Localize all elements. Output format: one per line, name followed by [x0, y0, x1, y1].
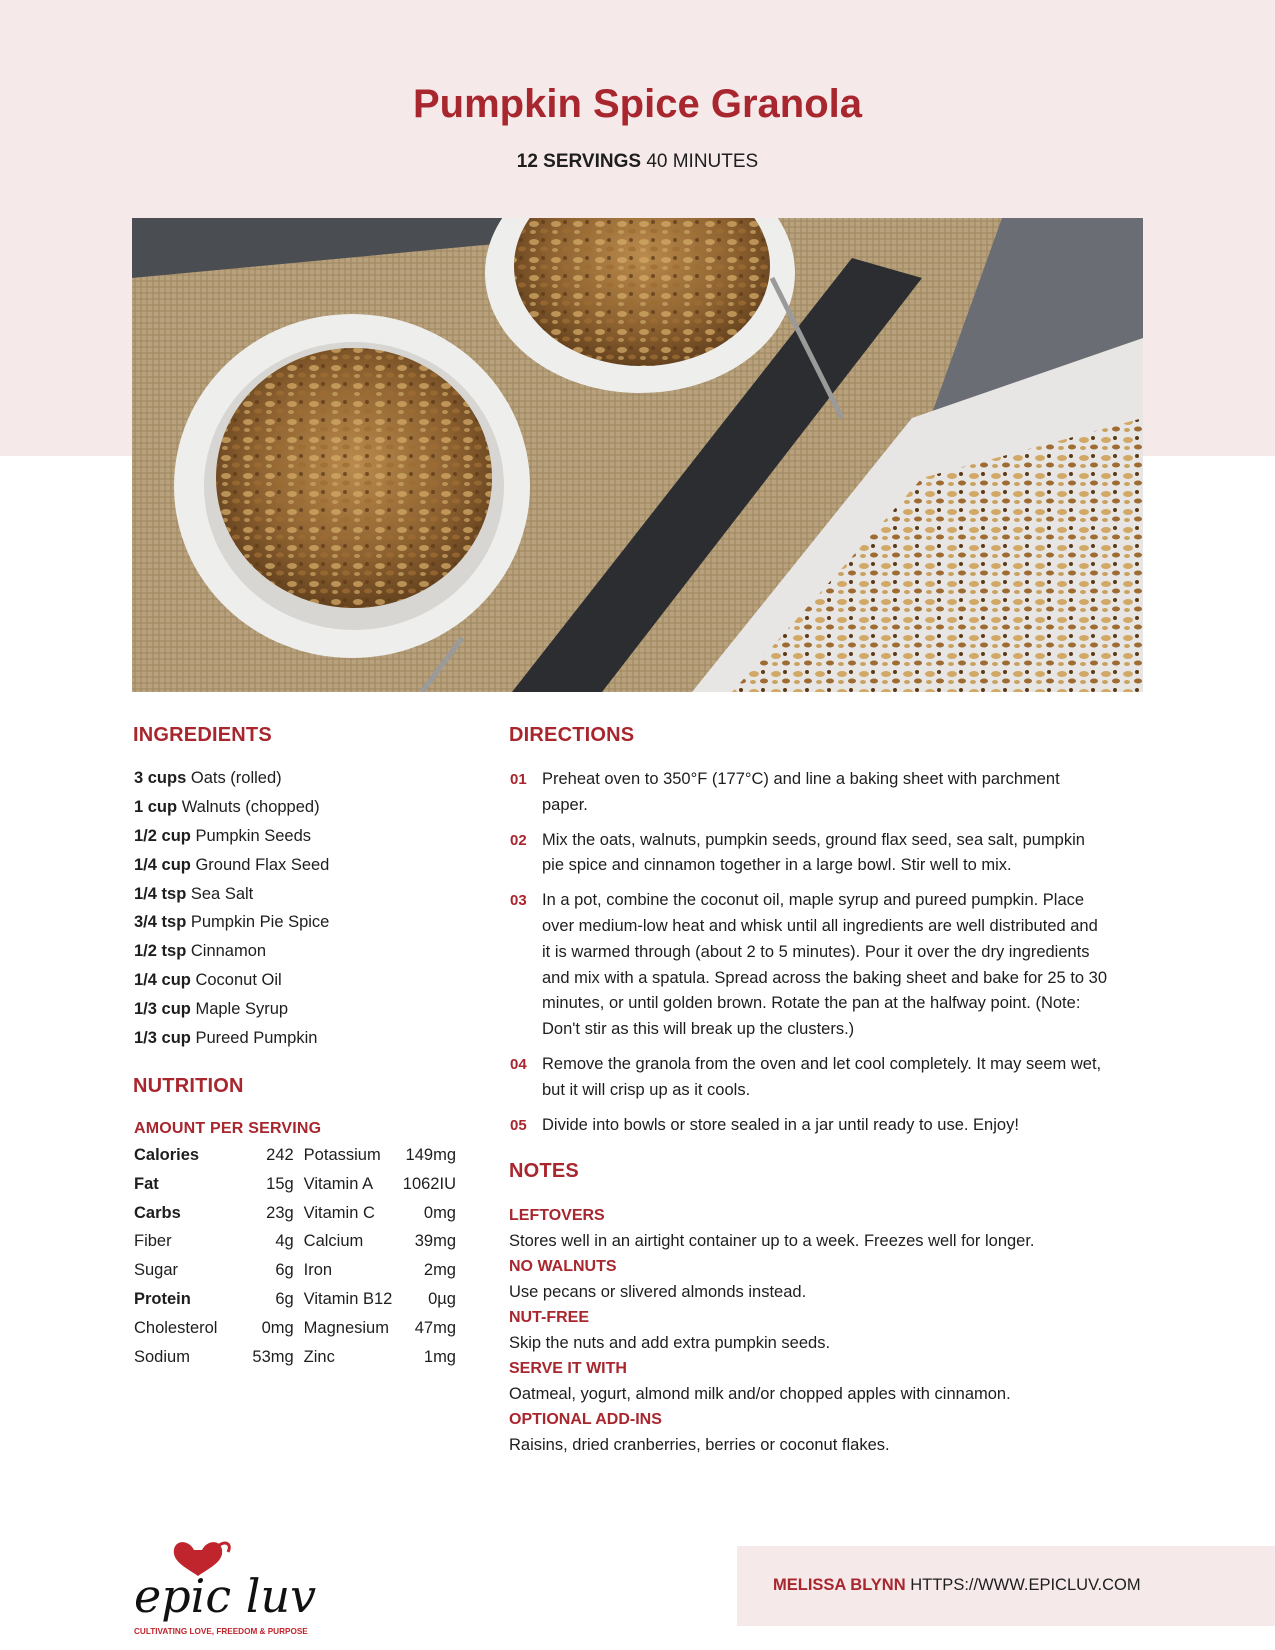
- nutrition-subheading: AMOUNT PER SERVING: [134, 1120, 322, 1137]
- direction-step: 04 Remove the granola from the oven and let cool completely. It may seem wet, but it will crisp up as it cools.: [510, 1054, 1102, 1099]
- table-row: Cholesterol 0mg Magnesium 47mg: [134, 1318, 456, 1337]
- table-row: Sugar 6g Iron 2mg: [134, 1261, 456, 1280]
- notes-list: [509, 1203, 1129, 1458]
- note-title: SERVE IT WITH: [509, 1360, 627, 1377]
- granola-photo-icon: [132, 218, 1143, 692]
- epic-luv-logo: [128, 1532, 338, 1637]
- ingredients-heading: INGREDIENTS: [133, 724, 272, 746]
- directions-list: [510, 767, 1110, 1147]
- ingredient-list: [134, 768, 464, 1057]
- note-text: Skip the nuts and add extra pumpkin seeds.: [509, 1334, 831, 1352]
- note-title: NO WALNUTS: [509, 1258, 617, 1275]
- prep-time: 40 MINUTES: [646, 151, 759, 172]
- note-text: Raisins, dried cranberries, berries or coconut flakes.: [509, 1436, 890, 1454]
- list-item: 1/4 cup Coconut Oil: [134, 971, 282, 990]
- table-row: Calories 242 Potassium 149mg: [134, 1146, 456, 1164]
- recipe-meta: [0, 151, 1275, 173]
- directions-heading: DIRECTIONS: [509, 724, 635, 746]
- note-title: OPTIONAL ADD-INS: [509, 1411, 662, 1428]
- table-row: Sodium 53mg Zinc 1mg: [134, 1347, 456, 1366]
- note-text: Oatmeal, yogurt, almond milk and/or chopped apples with cinnamon.: [509, 1385, 1011, 1403]
- list-item: 1/3 cup Pureed Pumpkin: [134, 1029, 318, 1048]
- website-link[interactable]: HTTPS://WWW.EPICLUV.COM: [910, 1576, 1141, 1594]
- list-item: 1/2 tsp Cinnamon: [134, 942, 267, 961]
- notes-heading: NOTES: [509, 1160, 579, 1182]
- list-item: 1/3 cup Maple Syrup: [134, 1000, 289, 1019]
- list-item: 1/4 cup Ground Flax Seed: [134, 855, 330, 874]
- list-item: 1/4 tsp Sea Salt: [134, 884, 254, 903]
- list-item: 3/4 tsp Pumpkin Pie Spice: [134, 913, 330, 932]
- table-row: Protein 6g Vitamin B12 0µg: [134, 1289, 456, 1308]
- direction-step: 01 Preheat oven to 350°F (177°C) and line a baking sheet with parchment paper.: [510, 770, 1060, 814]
- logo-tagline: CULTIVATING LOVE, FREEDOM & PURPOSE: [134, 1627, 308, 1636]
- note-title: LEFTOVERS: [509, 1207, 605, 1224]
- footer: [737, 1546, 1275, 1626]
- direction-step: 02 Mix the oats, walnuts, pumpkin seeds, ground flax seed, sea salt, pumpkin pie spice and cinnamon together in a large bowl. Stir well to mix.: [510, 830, 1085, 875]
- direction-step: 03 In a pot, combine the coconut oil, maple syrup and pureed pumpkin. Place over medium-low heat and whisk until all ingredients are well distributed and it is warmed through (about 2 to 5 minutes). Pour it over the dry ingredients and mix with a spatula. Spread across the baking sheet and bake for 25 to 30 minutes, or until golden brown. Rotate the pan at the halfway point. (Note: Don't stir as this will break up the clusters.): [510, 891, 1108, 1039]
- hero-photo: [132, 218, 1143, 692]
- recipe-title: Pumpkin Spice Granola: [412, 82, 862, 126]
- direction-step: 05 Divide into bowls or store sealed in a jar until ready to use. Enjoy!: [510, 1115, 1019, 1134]
- list-item: 1 cup Walnuts (chopped): [134, 797, 320, 816]
- table-row: Carbs 23g Vitamin C 0mg: [134, 1203, 456, 1222]
- note-text: Use pecans or slivered almonds instead.: [509, 1283, 807, 1301]
- footer-credit: [773, 1576, 1141, 1595]
- note-title: NUT-FREE: [509, 1309, 589, 1326]
- servings: 12 SERVINGS: [516, 151, 642, 172]
- list-item: 3 cups Oats (rolled): [134, 769, 282, 787]
- note-text: Stores well in an airtight container up to a week. Freezes well for longer.: [509, 1232, 1035, 1250]
- nutrition-table: [134, 1145, 456, 1375]
- nutrition-heading: NUTRITION: [133, 1075, 244, 1097]
- table-row: Fiber 4g Calcium 39mg: [134, 1232, 456, 1251]
- table-row: Fat 15g Vitamin A 1062IU: [134, 1174, 456, 1193]
- logo-wordmark: epic luv: [134, 1569, 317, 1623]
- list-item: 1/2 cup Pumpkin Seeds: [134, 826, 312, 845]
- author-name: MELISSA BLYNN: [773, 1576, 906, 1594]
